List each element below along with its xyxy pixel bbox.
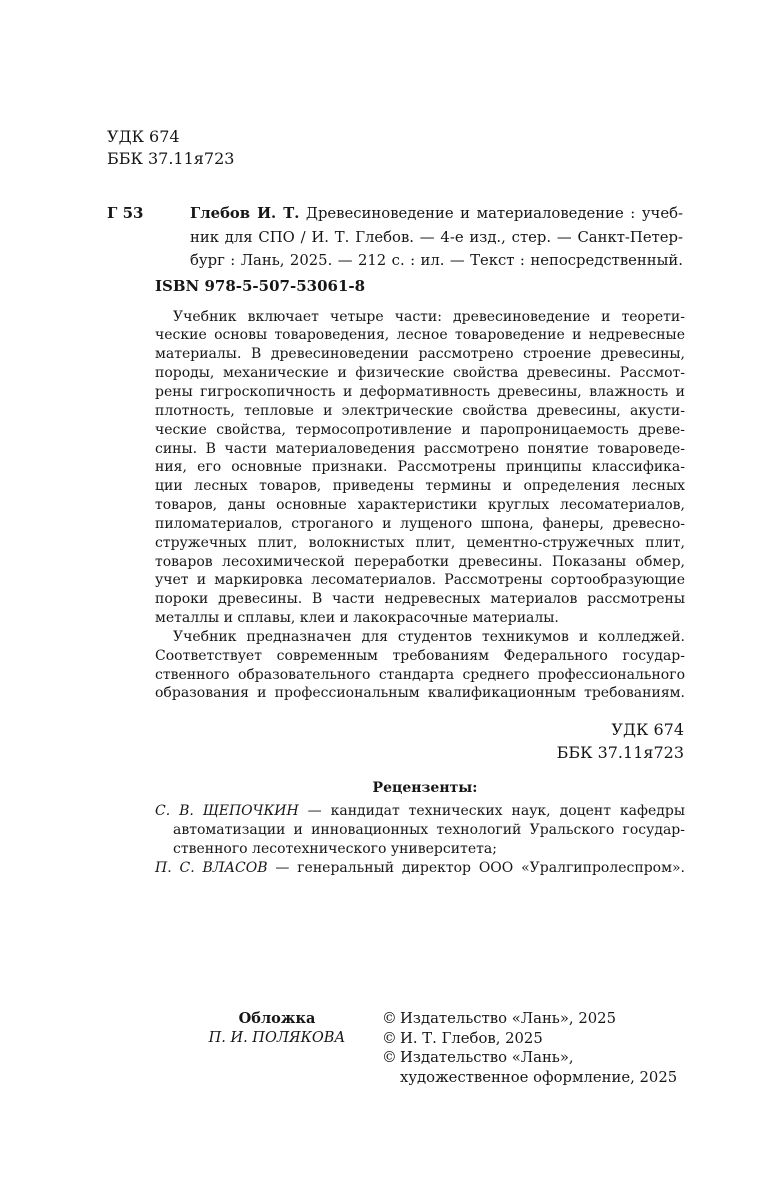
reviewer-name: П. С. ВЛАСОВ [155, 859, 268, 876]
bibliographic-entry [190, 202, 683, 273]
reviewer-text: автоматизации и инновационных технологий Уральского государ- [173, 821, 685, 838]
reviewer-text: — кандидат технических наук, доцент кафедры [307, 802, 685, 819]
reviewers-heading: Рецензенты: [372, 779, 478, 796]
cover-credit [177, 1009, 377, 1048]
copyright-text: Издательство «Лань», 2025 [400, 1010, 616, 1027]
annotation-line: Соответствует современным требованиям Федерального государ- [155, 647, 685, 664]
annotation-line: ции лесных товаров, приведены термины и определения лесных [155, 478, 685, 495]
annotation-line: ния, его основные признаки. Рассмотрены принципы классифика- [155, 459, 685, 476]
copyright-text: И. Т. Глебов, 2025 [400, 1029, 543, 1047]
udk-code: УДК 674 [107, 127, 180, 146]
annotation [155, 308, 685, 704]
copyright-text: художественное оформление, 2025 [400, 1068, 678, 1086]
entry-title: Древесиноведение и материаловедение : учеб- [305, 205, 683, 222]
annotation-line: рены гигроскопичность и деформативность древесины, влажность и [155, 383, 685, 400]
bbk-code: ББК 37.11я723 [107, 149, 235, 168]
annotation-line: плотность, тепловые и электрические свойства древесины, акусти- [155, 402, 685, 419]
annotation-line: Учебник предназначен для студентов техникумов и колледжей. [173, 628, 685, 645]
annotation-line: металлы и сплавы, клеи и лакокрасочные материалы. [155, 610, 559, 627]
copyright-line [382, 1009, 712, 1029]
copyright-symbol: © [382, 1049, 397, 1067]
entry-line: бург : Лань, 2025. — 212 с. : ил. — Текст : непосредственный. [190, 252, 683, 269]
copyright-line [382, 1048, 712, 1068]
annotation-line: образования и профессиональным квалификационным требованиям. [155, 685, 685, 702]
annotation-line: пороки древесины. В части недревесных материалов рассмотрены [155, 591, 685, 608]
copyright-line [382, 1068, 712, 1088]
annotation-line: ческие свойства, термосопротивление и паропроницаемость древе- [155, 421, 685, 438]
classification-bottom [455, 718, 684, 764]
annotation-line: сины. В части материаловедения рассмотрено понятие товароведе- [155, 440, 685, 457]
bbk-code: ББК 37.11я723 [556, 742, 684, 762]
annotation-line: ческие основы товароведения, лесное товароведение и недревесные [155, 327, 685, 344]
entry-author: Глебов И. Т. [190, 205, 300, 222]
reviewer-item [155, 859, 685, 878]
copyright-text: Издательство «Лань», [400, 1049, 574, 1067]
copyright-symbol-spacer [382, 1068, 400, 1088]
copyright-symbol: © [382, 1029, 397, 1047]
author-mark: Г 53 [107, 204, 144, 222]
annotation-line: стружечных плит, волокнистых плит, цементно-стружечных плит, [155, 534, 685, 551]
copyright-block [382, 1009, 712, 1087]
copyright-line [382, 1029, 712, 1049]
annotation-line: ственного образовательного стандарта среднего профессионального [155, 666, 685, 683]
annotation-line: пиломатериалов, строганого и лущеного шпона, фанеры, древесно- [155, 515, 685, 532]
annotation-line: товаров лесохимической переработки древесины. Показаны обмер, [155, 553, 685, 570]
entry-line: ник для СПО / И. Т. Глебов. — 4-е изд., стер. — Санкт-Петер- [190, 228, 683, 246]
reviewer-name: С. В. ЩЕПОЧКИН [155, 802, 299, 819]
annotation-line: Учебник включает четыре части: древесиноведение и теорети- [173, 308, 685, 325]
udk-code: УДК 674 [611, 719, 684, 739]
reviewer-item [155, 802, 685, 821]
copyright-symbol: © [382, 1010, 397, 1027]
classification-top [107, 126, 234, 170]
reviewers-list [155, 802, 685, 878]
cover-label: Обложка [238, 1010, 316, 1027]
annotation-line: породы, механические и физические свойства древесины. Рассмот- [155, 365, 685, 382]
entry-line [190, 202, 683, 226]
reviewer-text: — генеральный директор ООО «Уралгипролеспром». [275, 859, 686, 876]
annotation-line: учет и маркировка лесоматериалов. Рассмотрены сортообразующие [155, 572, 685, 589]
reviewer-text: ственного лесотехнического университета; [173, 840, 497, 857]
annotation-line: товаров, даны основные характеристики круглых лесоматериалов, [155, 497, 685, 514]
isbn: ISBN 978-5-507-53061-8 [155, 277, 366, 295]
annotation-line: материалы. В древесиноведении рассмотрено строение древесины, [155, 346, 685, 363]
cover-artist: П. И. ПОЛЯКОВА [208, 1029, 346, 1046]
